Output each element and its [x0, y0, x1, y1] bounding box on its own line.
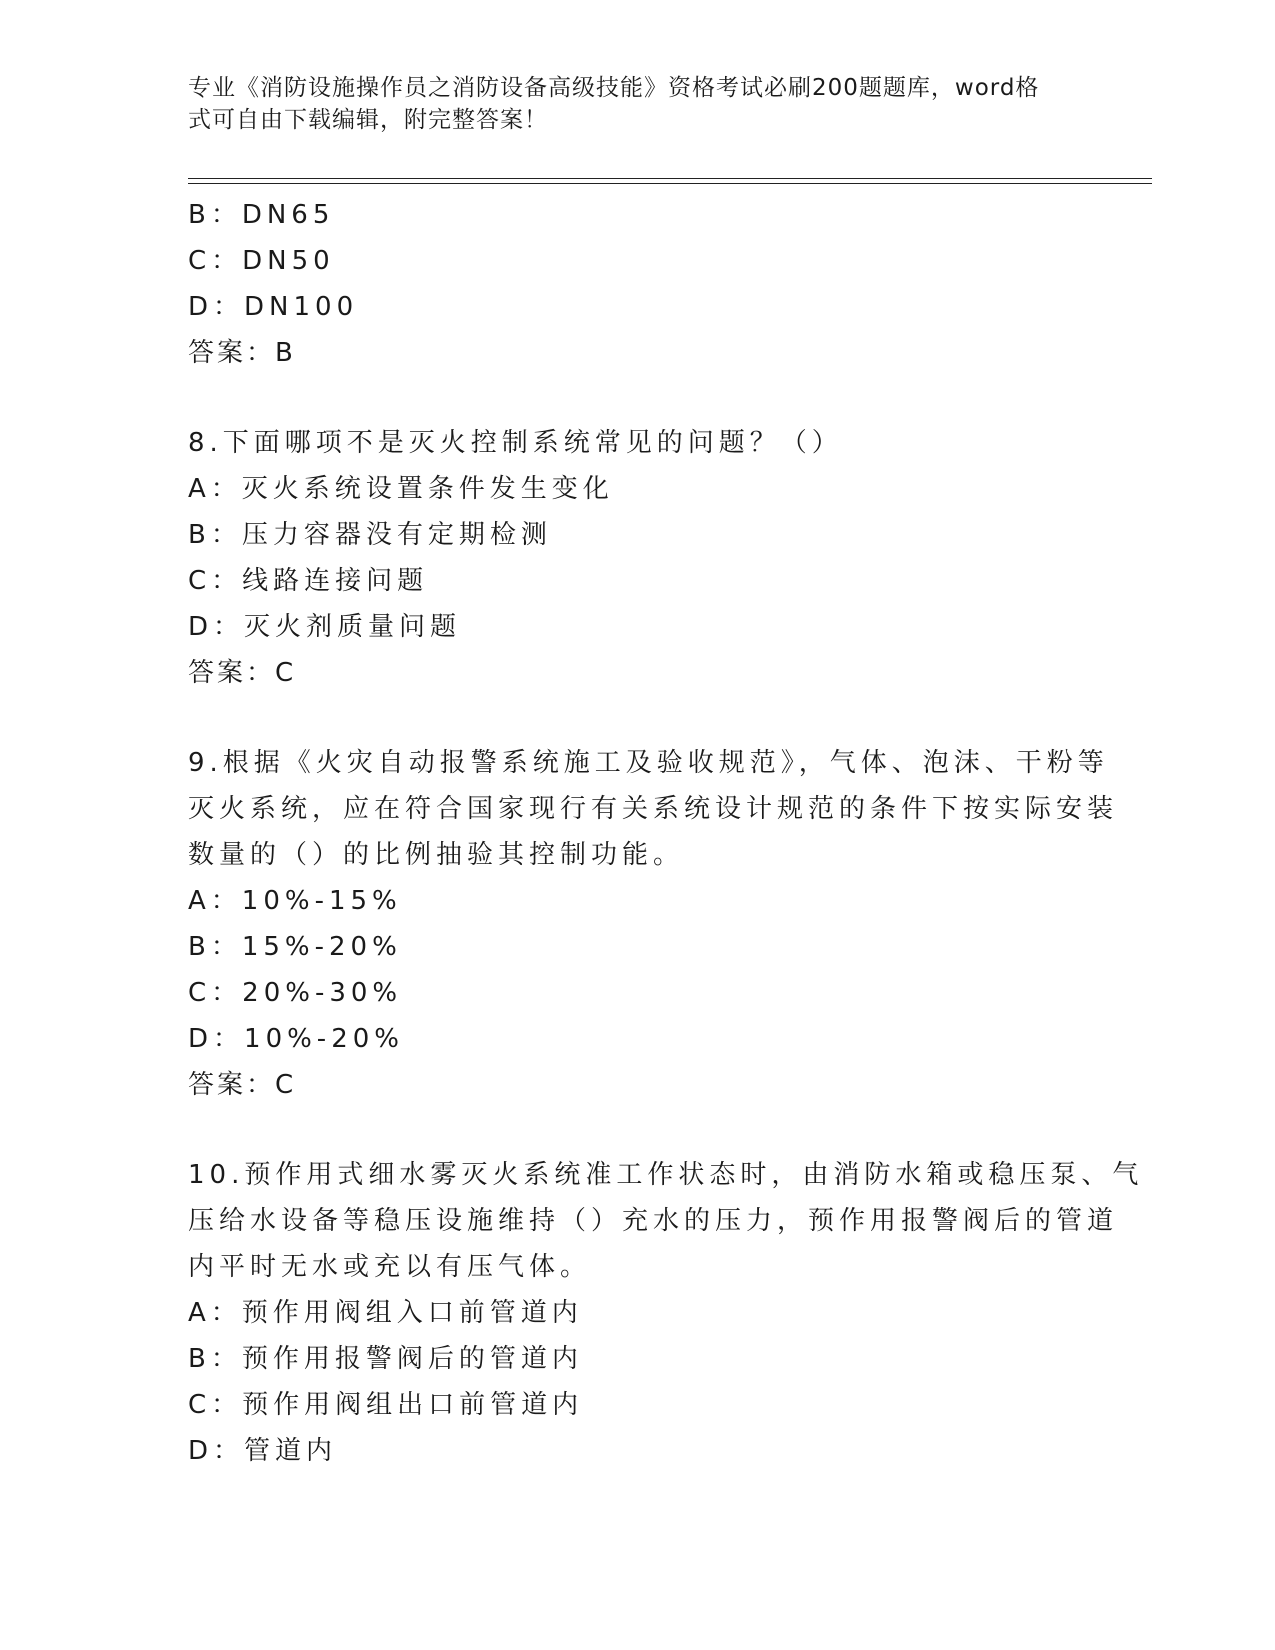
question-7-remainder [188, 192, 1088, 376]
option-d: D：管道内 [188, 1436, 338, 1466]
answer-line: 答案：B [188, 338, 296, 368]
option-d: D：DN100 [188, 292, 359, 322]
question-stem-line-2: 灭火系统，应在符合国家现行有关系统设计规范的条件下按实际安装 [188, 794, 1119, 824]
option-c: C：线路连接问题 [188, 566, 429, 596]
question-stem-line-1: 9.根据《火灾自动报警系统施工及验收规范》，气体、泡沫、干粉等 [188, 748, 1109, 778]
spacer [188, 1108, 1088, 1152]
answer-line: 答案：C [188, 1070, 297, 1100]
option-a: A：预作用阀组入口前管道内 [188, 1298, 583, 1328]
option-d: D：灭火剂质量问题 [188, 612, 462, 642]
question-stem-line-3: 数量的（）的比例抽验其控制功能。 [188, 840, 685, 870]
option-a: A：10%-15% [188, 886, 402, 916]
option-b: B：预作用报警阀后的管道内 [188, 1344, 583, 1374]
question-content [188, 192, 1144, 1474]
option-c: C：预作用阀组出口前管道内 [188, 1390, 584, 1420]
option-d: D：10%-20% [188, 1024, 404, 1054]
header-line-1: 专业《消防设施操作员之消防设备高级技能》资格考试必刷200题题库，word格 [188, 75, 1040, 101]
spacer [188, 376, 1088, 420]
question-stem-line-2: 压给水设备等稳压设施维持（）充水的压力，预作用报警阀后的管道 [188, 1206, 1119, 1236]
option-b: B：压力容器没有定期检测 [188, 520, 552, 550]
question-stem: 8.下面哪项不是灭火控制系统常见的问题？（） [188, 428, 843, 458]
answer-line: 答案：C [188, 658, 297, 688]
question-9 [188, 740, 1119, 1108]
header-divider-bottom [188, 183, 1152, 184]
header-line-2: 式可自由下载编辑，附完整答案！ [188, 107, 548, 133]
header-divider-top [188, 178, 1152, 179]
question-stem-line-1: 10.预作用式细水雾灭火系统准工作状态时，由消防水箱或稳压泵、气 [188, 1160, 1144, 1190]
document-header [188, 72, 1068, 136]
option-c: C：20%-30% [188, 978, 403, 1008]
question-stem-line-3: 内平时无水或充以有压气体。 [188, 1252, 592, 1282]
question-8 [188, 420, 1088, 696]
question-10 [188, 1152, 1144, 1474]
option-a: A：灭火系统设置条件发生变化 [188, 474, 614, 504]
option-b: B：15%-20% [188, 932, 402, 962]
spacer [188, 696, 1088, 740]
option-b: B：DN65 [188, 200, 335, 230]
option-c: C：DN50 [188, 246, 335, 276]
